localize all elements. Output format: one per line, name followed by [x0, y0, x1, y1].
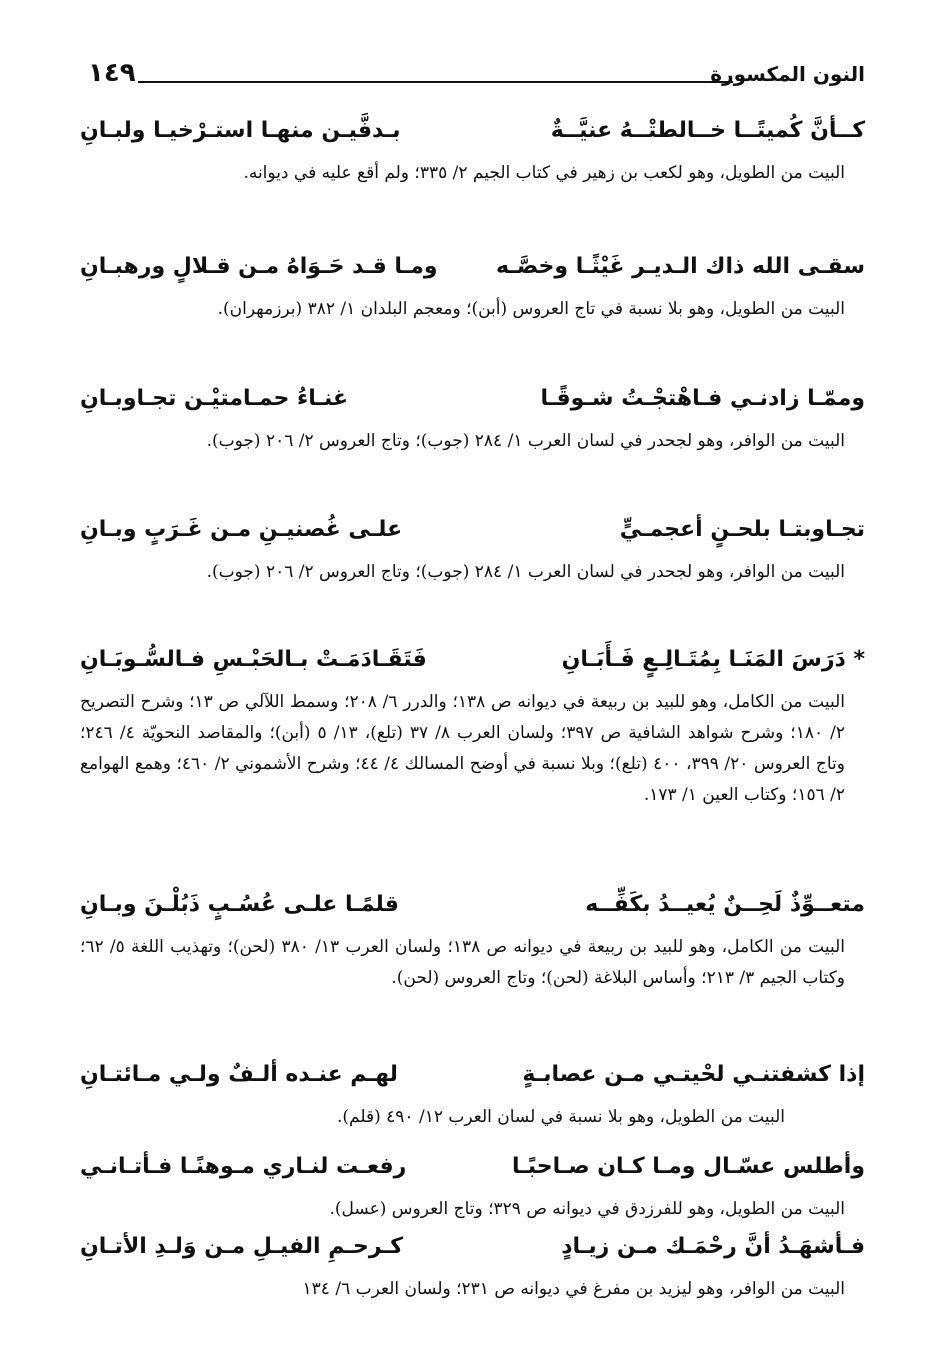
verse-first-half: كــأنَّ كُميتًــا خــالطتْــهُ عنيَّــةٌ	[550, 118, 865, 143]
verse-line	[80, 1152, 865, 1190]
verse-source-note: البيت من الوافر، وهو لجحدر في لسان العرب ١/ ٢٨٤ (جوب)؛ وتاج العروس ٢/ ٢٠٦ (جوب).	[206, 562, 845, 582]
verse-source-note: البيت من الطويل، وهو بلا نسبة في لسان العرب ١٢/ ٤٩٠ (قلم).	[337, 1107, 785, 1127]
verse-first-half: متعــوِّذٌ لَحِــنٌ يُعيــدُ بكَفِّــه	[585, 892, 865, 917]
verse-first-half: تجـاوبتـا بلحـنٍ أعجمـيٍّ	[619, 517, 865, 542]
verse-second-half: غنـاءُ حمـامتيْـن تجـاوبـانِ	[80, 386, 349, 411]
verse-entry	[80, 1232, 865, 1305]
running-title: النون المكسورة	[710, 62, 865, 86]
verse-first-half: وأطلس عسّـال ومـا كـان صـاحبًـا	[511, 1154, 865, 1179]
verse-entry	[80, 890, 865, 994]
verse-second-half: بـدفَّيـن منهـا استـرْخيـا ولبـانِ	[80, 118, 401, 143]
verse-source-note: البيت من الوافر، وهو لجحدر في لسان العرب ١/ ٢٨٤ (جوب)؛ وتاج العروس ٢/ ٢٠٦ (جوب).	[206, 431, 845, 451]
verse-second-half: لهـم عنـده ألـفٌ ولـي مـائتـانِ	[80, 1062, 398, 1087]
verse-second-half: فَتَقَـادَمَـتْ بـالحَبْـسِ فـالسُّـوبَـانِ	[80, 647, 427, 672]
verse-source-note: البيت من الكامل، وهو للبيد بن ربيعة في ديوانه ص ١٣٨؛ ولسان العرب ١٣/ ٣٨٠ (لحن)؛ وتهذيب اللغة ٥/ ٦٢؛ وكتاب الجيم ٣/ ٢١٣؛ وأساس البلاغة (لحن)؛ وتاج العروس (لحن).	[80, 937, 845, 988]
verse-entry	[80, 1152, 865, 1225]
verse-entry	[80, 252, 865, 325]
verse-second-half: قلمًـا علـى عُسُـبٍ ذَبُلْـنَ وبـانِ	[80, 892, 399, 917]
verse-second-half: كـرحـمِ الفيـلِ مـن وَلـدِ الأتـانِ	[80, 1234, 403, 1259]
verse-line	[80, 645, 865, 683]
verse-source-note: البيت من الطويل، وهو لكعب بن زهير في كتاب الجيم ٢/ ٣٣٥؛ ولم أقع عليه في ديوانه.	[243, 163, 845, 183]
verse-entry	[80, 515, 865, 588]
verse-entry	[80, 1060, 865, 1133]
verse-line	[80, 116, 865, 154]
verse-first-half: وممّـا زادنـي فـاهْتجْـتُ شـوقًـا	[540, 386, 865, 411]
page-number: ١٤٩	[88, 58, 136, 88]
verse-second-half: ومـا قـد حَـوَاهُ مـن قـلالٍ ورهبـانِ	[80, 254, 438, 279]
verse-line	[80, 1232, 865, 1270]
verse-line	[80, 890, 865, 928]
verse-entry	[80, 384, 865, 457]
verse-first-half: * دَرَسَ المَنَـا بِمُتَـالِـعٍ فَـأَبَـانِ	[561, 647, 865, 672]
verse-second-half: رفعـت لنـاري مـوهنًـا فـأتـانـي	[80, 1154, 407, 1179]
verse-line	[80, 384, 865, 422]
verse-line	[80, 252, 865, 290]
verse-first-half: إذا كشفتنـي لحْيتـي مـن عصابـةٍ	[522, 1062, 865, 1087]
verse-first-half: سقـى الله ذاك الـديـر غَيْثًـا وخصَّـه	[496, 254, 865, 279]
verse-line	[80, 1060, 865, 1098]
verse-source-note: البيت من الوافر، وهو ليزيد بن مفرغ في ديوانه ص ٢٣١؛ ولسان العرب ٦/ ١٣٤	[302, 1279, 845, 1299]
verse-source-note: البيت من الطويل، وهو للفرزدق في ديوانه ص ٣٢٩؛ وتاج العروس (عسل).	[329, 1199, 845, 1219]
header-rule	[138, 81, 733, 83]
verse-second-half: علـى غُصنيـنِ مـن غَـرَبٍ وبـانِ	[80, 517, 403, 542]
verse-entry	[80, 645, 865, 811]
page-header	[80, 58, 865, 98]
verse-source-note: البيت من الكامل، وهو للبيد بن ربيعة في ديوانه ص ١٣٨؛ والدرر ٦/ ٢٠٨؛ وسمط اللآلي ص ١٣؛ وشرح التصريح ٢/ ١٨٠؛ وشرح شواهد الشافية ص ٣٩٧؛ ولسان العرب ٨/ ٣٧ (تلع)، ١٣/ ٥ (أبن)؛ والمقاصد النحويّة ٤/ ٢٤٦؛ وتاج العروس ٢٠/ ٣٩٩، ٤٠٠ (تلع)؛ وبلا نسبة في أوضح المسالك ٤/ ٤٤؛ وشرح الأشموني ٢/ ٤٦٠؛ وهمع الهوامع ٢/ ١٥٦؛ وكتاب العين ١/ ١٧٣.	[80, 692, 845, 805]
verse-entry	[80, 116, 865, 189]
verse-line	[80, 515, 865, 553]
verse-source-note: البيت من الطويل، وهو بلا نسبة في تاج العروس (أبن)؛ ومعجم البلدان ١/ ٣٨٢ (برزمهران).	[217, 299, 845, 319]
verse-first-half: فـأشهَـدُ أنَّ رحْمَـك مـن زيـادٍ	[561, 1234, 865, 1259]
